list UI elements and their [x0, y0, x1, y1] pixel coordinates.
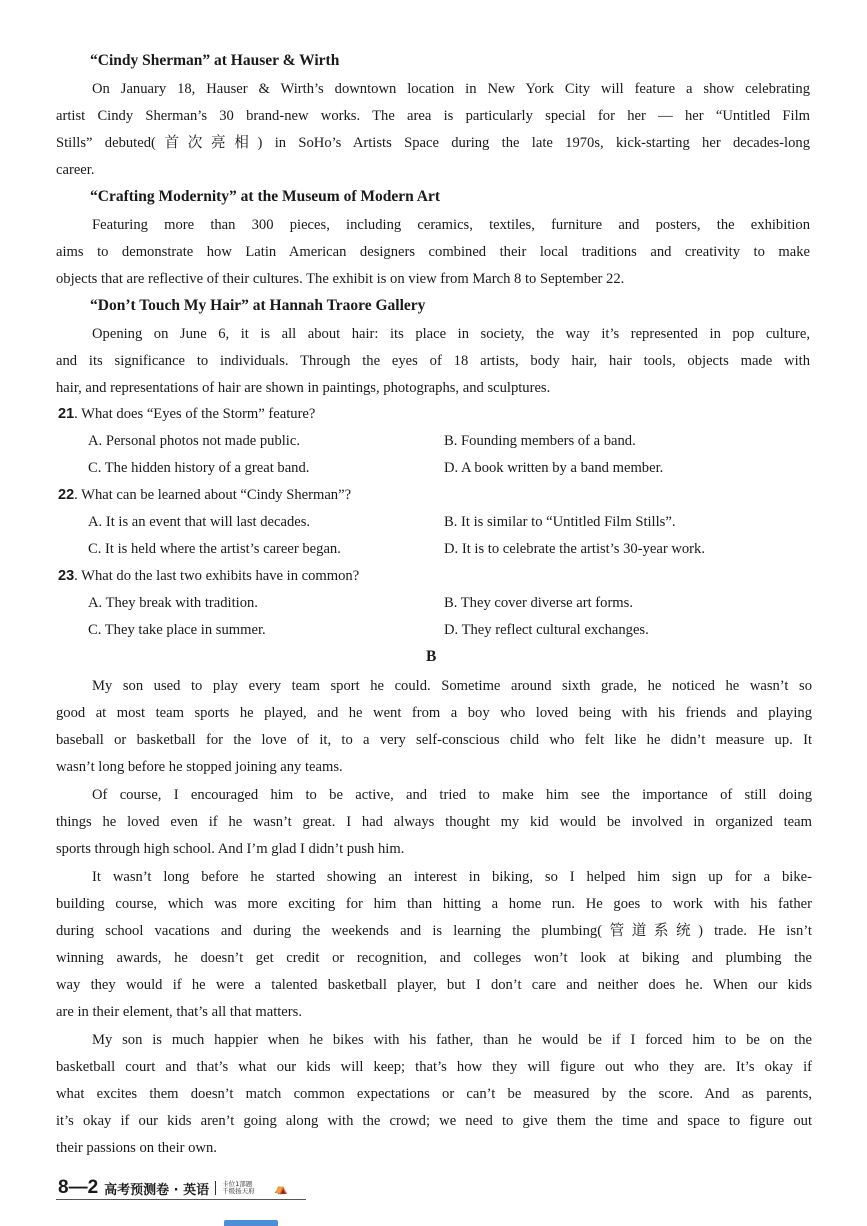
- option-b[interactable]: B. It is similar to “Untitled Film Stills”.: [444, 514, 676, 530]
- question-22: [58, 487, 351, 504]
- question-text: . What does “Eyes of the Storm” feature?: [74, 406, 316, 422]
- footer-rule: [56, 1199, 306, 1200]
- paragraph-line: winning awards, he doesn’t get credit or recognition, and colleges won’t look at biking and plumbing the: [56, 950, 812, 966]
- question-number: 21: [58, 406, 75, 422]
- paragraph-line: Opening on June 6, it is all about hair: its place in society, the way it’s represented in pop culture,: [92, 326, 810, 342]
- option-a[interactable]: A. Personal photos not made public.: [88, 433, 300, 449]
- paragraph-line: things he loved even if he wasn’t great. I had always thought my kid would be involved in organized team: [56, 814, 812, 830]
- footer-title: 高考预测卷 · 英语: [104, 1182, 210, 1198]
- option-d[interactable]: D. It is to celebrate the artist’s 30-year work.: [444, 541, 705, 557]
- paragraph-line: aims to demonstrate how Latin American designers combined their local traditions and creativity to make: [56, 244, 810, 260]
- heading-crafting-modernity: “Crafting Modernity” at the Museum of Modern Art: [90, 188, 440, 205]
- paragraph-line: and its significance to individuals. Through the eyes of 18 artists, body hair, hair tools, objects made with: [56, 353, 810, 369]
- heading-dont-touch-my-hair: “Don’t Touch My Hair” at Hannah Traore Gallery: [90, 297, 426, 314]
- paragraph-line: artist Cindy Sherman’s 30 brand-new works. The area is particularly special for her — her “Untitled Film: [56, 108, 810, 124]
- paragraph-line: objects that are reflective of their cultures. The exhibit is on view from March 8 to September 22.: [56, 271, 625, 287]
- paragraph-line: baseball or basketball for the love of it, to a very self-conscious child who felt like he didn’t measure up. It: [56, 732, 812, 748]
- paragraph-line: are in their element, that’s all that matters.: [56, 1004, 302, 1020]
- option-a[interactable]: A. They break with tradition.: [88, 595, 258, 611]
- footer-divider: [215, 1181, 216, 1195]
- paragraph-line: good at most team sports he played, and he went from a boy who loved being with his friends and playing: [56, 705, 812, 721]
- paragraph-line: wasn’t long before he stopped joining any teams.: [56, 759, 343, 775]
- option-a[interactable]: A. It is an event that will last decades.: [88, 514, 311, 530]
- question-23: [58, 568, 359, 585]
- option-b[interactable]: B. They cover diverse art forms.: [444, 595, 633, 611]
- paragraph-line: My son is much happier when he bikes with his father, than he would be if I forced him to be on the: [92, 1032, 812, 1048]
- option-d[interactable]: D. A book written by a band member.: [444, 460, 664, 476]
- question-text: . What do the last two exhibits have in common?: [74, 568, 360, 584]
- option-b[interactable]: B. Founding members of a band.: [444, 433, 636, 449]
- paragraph-line: sports through high school. And I’m glad I didn’t push him.: [56, 841, 405, 857]
- paragraph-line: Of course, I encouraged him to be active, and tried to make him see the importance of still doing: [92, 787, 812, 803]
- paragraph-line: during school vacations and during the weekends and is learning the plumbing(管道系统) trade. He isn’t: [56, 923, 812, 939]
- paragraph-line: My son used to play every team sport he could. Sometime around sixth grade, he noticed he wasn’t so: [92, 678, 812, 694]
- paragraph-line: Featuring more than 300 pieces, including ceramics, textiles, furniture and posters, the exhibition: [92, 217, 810, 233]
- option-c[interactable]: C. They take place in summer.: [88, 622, 266, 638]
- slogan-line-1: 卡位1部题: [222, 1180, 253, 1188]
- question-text: . What can be learned about “Cindy Sherman”?: [74, 487, 352, 503]
- option-d[interactable]: D. They reflect cultural exchanges.: [444, 622, 649, 638]
- page-number: 8—2: [58, 1177, 99, 1198]
- paragraph-line: career.: [56, 162, 95, 178]
- paragraph-line: Stills” debuted(首次亮相) in SoHo’s Artists Space during the late 1970s, kick-starting her decades-long: [56, 135, 810, 151]
- paragraph-line: what excites them doesn’t match common expectations or can’t be measured by the score. And as parents,: [56, 1086, 812, 1102]
- slogan-line-2: 千级扬天府: [222, 1187, 255, 1195]
- publisher-logo-icon: ⛺: [274, 1181, 288, 1195]
- section-b-label: B: [426, 648, 437, 665]
- paragraph-line: their passions on their own.: [56, 1140, 217, 1156]
- paragraph-line: hair, and representations of hair are shown in paintings, photographs, and sculptures.: [56, 380, 551, 396]
- heading-cindy-sherman: “Cindy Sherman” at Hauser & Wirth: [90, 52, 340, 69]
- question-number: 22: [58, 487, 75, 503]
- paragraph-line: It wasn’t long before he started showing an interest in biking, so I helped him sign up for a bike-: [92, 869, 812, 885]
- paragraph-line: On January 18, Hauser & Wirth’s downtown location in New York City will feature a show celebrating: [92, 81, 810, 97]
- question-number: 23: [58, 568, 75, 584]
- scan-edge-strip: [224, 1220, 278, 1226]
- question-21: [58, 406, 315, 423]
- page-footer: [58, 1176, 288, 1200]
- footer-slogan: [222, 1181, 268, 1195]
- paragraph-line: way they would if he were a talented basketball player, but I don’t care and neither does he. When our kids: [56, 977, 812, 993]
- option-c[interactable]: C. It is held where the artist’s career began.: [88, 541, 341, 557]
- paragraph-line: it’s okay if our kids aren’t going along with the crowd; we need to give them the time and space to figure out: [56, 1113, 812, 1129]
- option-c[interactable]: C. The hidden history of a great band.: [88, 460, 310, 476]
- paragraph-line: basketball court and that’s what our kids will keep; that’s how they will figure out who they are. It’s okay if: [56, 1059, 812, 1075]
- paragraph-line: building course, which was more exciting for him than hitting a home run. He goes to work with his father: [56, 896, 812, 912]
